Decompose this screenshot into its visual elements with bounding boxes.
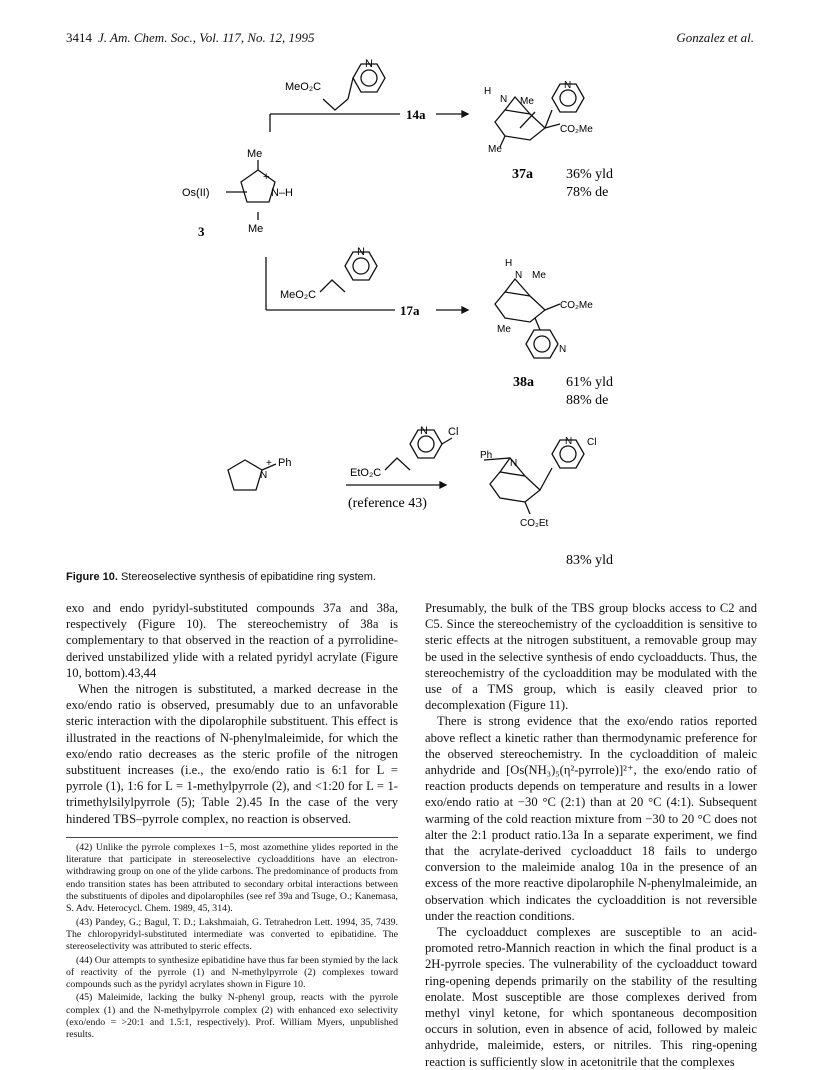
n-plus-sign: + xyxy=(263,171,270,183)
37a-label: 37a xyxy=(512,167,533,182)
pyridine-n-mid: N xyxy=(357,246,365,258)
page-header xyxy=(66,30,754,50)
37a-me-bottom: Me xyxy=(488,144,502,155)
arrow-top-label: 14a xyxy=(406,107,426,122)
footnote-42: (42) Unlike the pyrrole complexes 1−5, most azomethine ylides reported in the literature that participate in stereoselective cycloadditions have an electron-withdrawing group on one of the ylide carbons. The predominance of products from endo transition states has been attributed to secondary orbital interactions between the substituents of dipoles and dipolarophiles (see ref 39a and Tsuge, O.; Kanemasa, S. Adv. Heterocycl. Chem. 1989, 45, 314). xyxy=(66,841,398,915)
ylide-plus-sign: + xyxy=(266,458,272,469)
reagent-bottom-label: EtO₂C xyxy=(350,467,382,479)
header-left xyxy=(66,30,315,46)
footnote-43: (43) Pandey, G.; Bagul, T. D.; Lakshmaiah, G. Tetrahedron Lett. 1994, 35, 7439. The chloropyridyl-substituted intermediate was converted to epibatidine. The stereoselectivity was attributed to steric effects. xyxy=(66,916,398,953)
right-column xyxy=(425,600,757,1070)
arrow-top xyxy=(270,111,468,132)
journal-citation: J. Am. Chem. Soc., Vol. 117, No. 12, 1995 xyxy=(98,30,315,45)
cl-label-reagent: Cl xyxy=(448,426,459,438)
38a-co2me: CO₂Me xyxy=(560,300,593,311)
left-column xyxy=(66,600,398,1043)
38a-n: N xyxy=(515,270,523,281)
footnote-44: (44) Our attempts to synthesize epibatidine have thus far been stymied by the lack of reactivity of the pyrrole (1) and N-methylpyrrole (2) complexes toward compounds such as the pyridyl acrylates shown in Figure 10. xyxy=(66,954,398,991)
left-paragraph-1: exo and endo pyridyl-substituted compounds 37a and 38a, respectively (Figure 10). The stereochemistry of 38a is complementary to that observed in the reaction of a pyrrolidine-derived unstabilized ylide with a related pyridyl acrylate (Figure 10, bottom).43,44 xyxy=(66,601,398,680)
footnote-45: (45) Maleimide, lacking the bulky N-phenyl group, reacts with the pyrrole complex (1) and the N-methylpyrrole complex (2) with enhanced exo selectivity (exo/endo = >20:1 and 1.5:1, respectively). Prof. William Myers, unpublished results. xyxy=(66,992,398,1041)
reference-label: (reference 43) xyxy=(348,496,427,511)
left-paragraph-2: When the nitrogen is substituted, a marked decrease in the exo/endo ratio is observed, presumably due to an unfavorable steric interaction with the dipolarophile substituent. This effect is illustrated in the reactions of N-phenylmaleimide, for which the exo/endo ratio decreases as the steric profile of the nitrogen substituent increases (i.e., the exo/endo ratio is 6:1 for L = pyrrole (1), 1:6 for L = 1-methylpyrrole (2), and <1:20 for L = 1-trimethylsilylpyrrole (5); Table 2).45 In the case of the very hindered TBS–pyrrole complex, no reaction is observed. xyxy=(66,682,398,826)
right-paragraph-2: There is strong evidence that the exo/endo ratios reported above reflect a kinetic rather than thermodynamic preference for the observed stereochemistry. In the cycloaddition of maleic anhydride and [Os(NH₃)₅(η²-pyrrole)]²⁺, the exo/endo ratio of reaction products depends on temperature and results in a lower exo/endo ratio at −30 °C (2:1) than at 20 °C (4:1). Subsequent warming of the cold reaction mixture from −30 to 20 °C does not alter the 2:1 product ratio.13a In a separate experiment, we find that the acrylate-derived cycloadduct 18 fails to undergo conversion to the maleimide analog 10a in the presence of an excess of the more reactive dipolarophile N-phenylmaleimide, an observation which indicates the cycloaddition is not reversible under the reaction conditions. xyxy=(425,714,757,923)
product-co2et: CO₂Et xyxy=(520,518,549,529)
product-bottom-structure xyxy=(484,440,584,514)
arrow-mid-label: 17a xyxy=(400,303,420,318)
37a-pyridine-n: N xyxy=(564,80,572,91)
product-cl: Cl xyxy=(587,437,597,448)
37a-me: Me xyxy=(520,96,534,107)
reagent-mid-label: MeO₂C xyxy=(280,289,317,301)
reagent-top-label: MeO₂C xyxy=(285,81,322,93)
reaction-scheme xyxy=(0,52,820,582)
37a-co2me: CO₂Me xyxy=(560,124,593,135)
complex-me-top: Me xyxy=(247,148,263,160)
osmium-complex-3 xyxy=(226,160,275,220)
38a-yield: 61% yld xyxy=(566,375,614,390)
footnotes xyxy=(66,837,398,1042)
arrow-middle xyxy=(266,257,468,313)
37a-n: N xyxy=(500,94,508,105)
38a-label: 38a xyxy=(513,375,534,390)
product-pyridine-n: N xyxy=(565,436,573,447)
product-38a-structure xyxy=(495,279,560,358)
product-37a-structure xyxy=(495,84,584,147)
right-paragraph-1: Presumably, the bulk of the TBS group blocks access to C2 and C5. Since the stereochemistry of the cycloaddition is sensitive to steric effects at the nitrogen substituent, a removable group may be used in the selective synthesis of endo cycloadducts. Thus, the stereochemistry of the cycloaddition may be modulated with the use of a TMS group, which is easily cleaved prior to decomplexation (Figure 11). xyxy=(425,601,757,713)
pyridyl-acrylate-top xyxy=(323,64,385,110)
page-number: 3414 xyxy=(66,30,92,45)
caption-label: Figure 10. xyxy=(66,571,118,583)
37a-yield: 36% yld xyxy=(566,167,614,182)
37a-h: H xyxy=(484,86,492,97)
bottom-yield: 83% yld xyxy=(566,553,614,568)
caption-text: Stereoselective synthesis of epibatidine ring system. xyxy=(121,571,376,583)
38a-h: H xyxy=(505,258,513,269)
ylide-n: N xyxy=(260,470,268,481)
pyridine-n-top: N xyxy=(365,58,373,70)
chloropyridyl-acrylate xyxy=(385,430,452,470)
product-n: N xyxy=(510,458,518,469)
38a-me-bottom: Me xyxy=(497,324,511,335)
38a-pyridine-n: N xyxy=(559,344,567,355)
header-authors: Gonzalez et al. xyxy=(676,30,754,45)
cl-pyridine-n: N xyxy=(420,425,428,437)
arrow-bottom xyxy=(346,482,446,488)
pyridyl-acrylate-middle xyxy=(320,252,377,292)
product-ph: Ph xyxy=(480,450,493,461)
38a-de: 88% de xyxy=(566,393,609,408)
complex-me-bottom: Me xyxy=(248,223,264,235)
complex-number: 3 xyxy=(198,224,205,239)
38a-me: Me xyxy=(532,270,546,281)
right-paragraph-3: The cycloadduct complexes are susceptible to an acid-promoted retro-Mannich reaction in which the final product is a 2H-pyrrole species. The vulnerability of the cycloadduct toward ring-opening depends primarily on the stability of the resulting enolate. Most susceptible are those complexes derived from methyl vinyl ketone, for which spontaneous decomposition occurs in solution, even in absence of acid, followed by maleic anhydride, maleimide, esters, or nitriles. This ring-opening reaction is sufficiently slow in acetonitrile that the complexes xyxy=(425,925,757,1069)
nh-label: N–H xyxy=(271,187,294,199)
figure-caption xyxy=(66,571,376,583)
37a-de: 78% de xyxy=(566,185,609,200)
os-label: Os(II) xyxy=(182,187,210,199)
ylide-ph: Ph xyxy=(278,457,292,469)
